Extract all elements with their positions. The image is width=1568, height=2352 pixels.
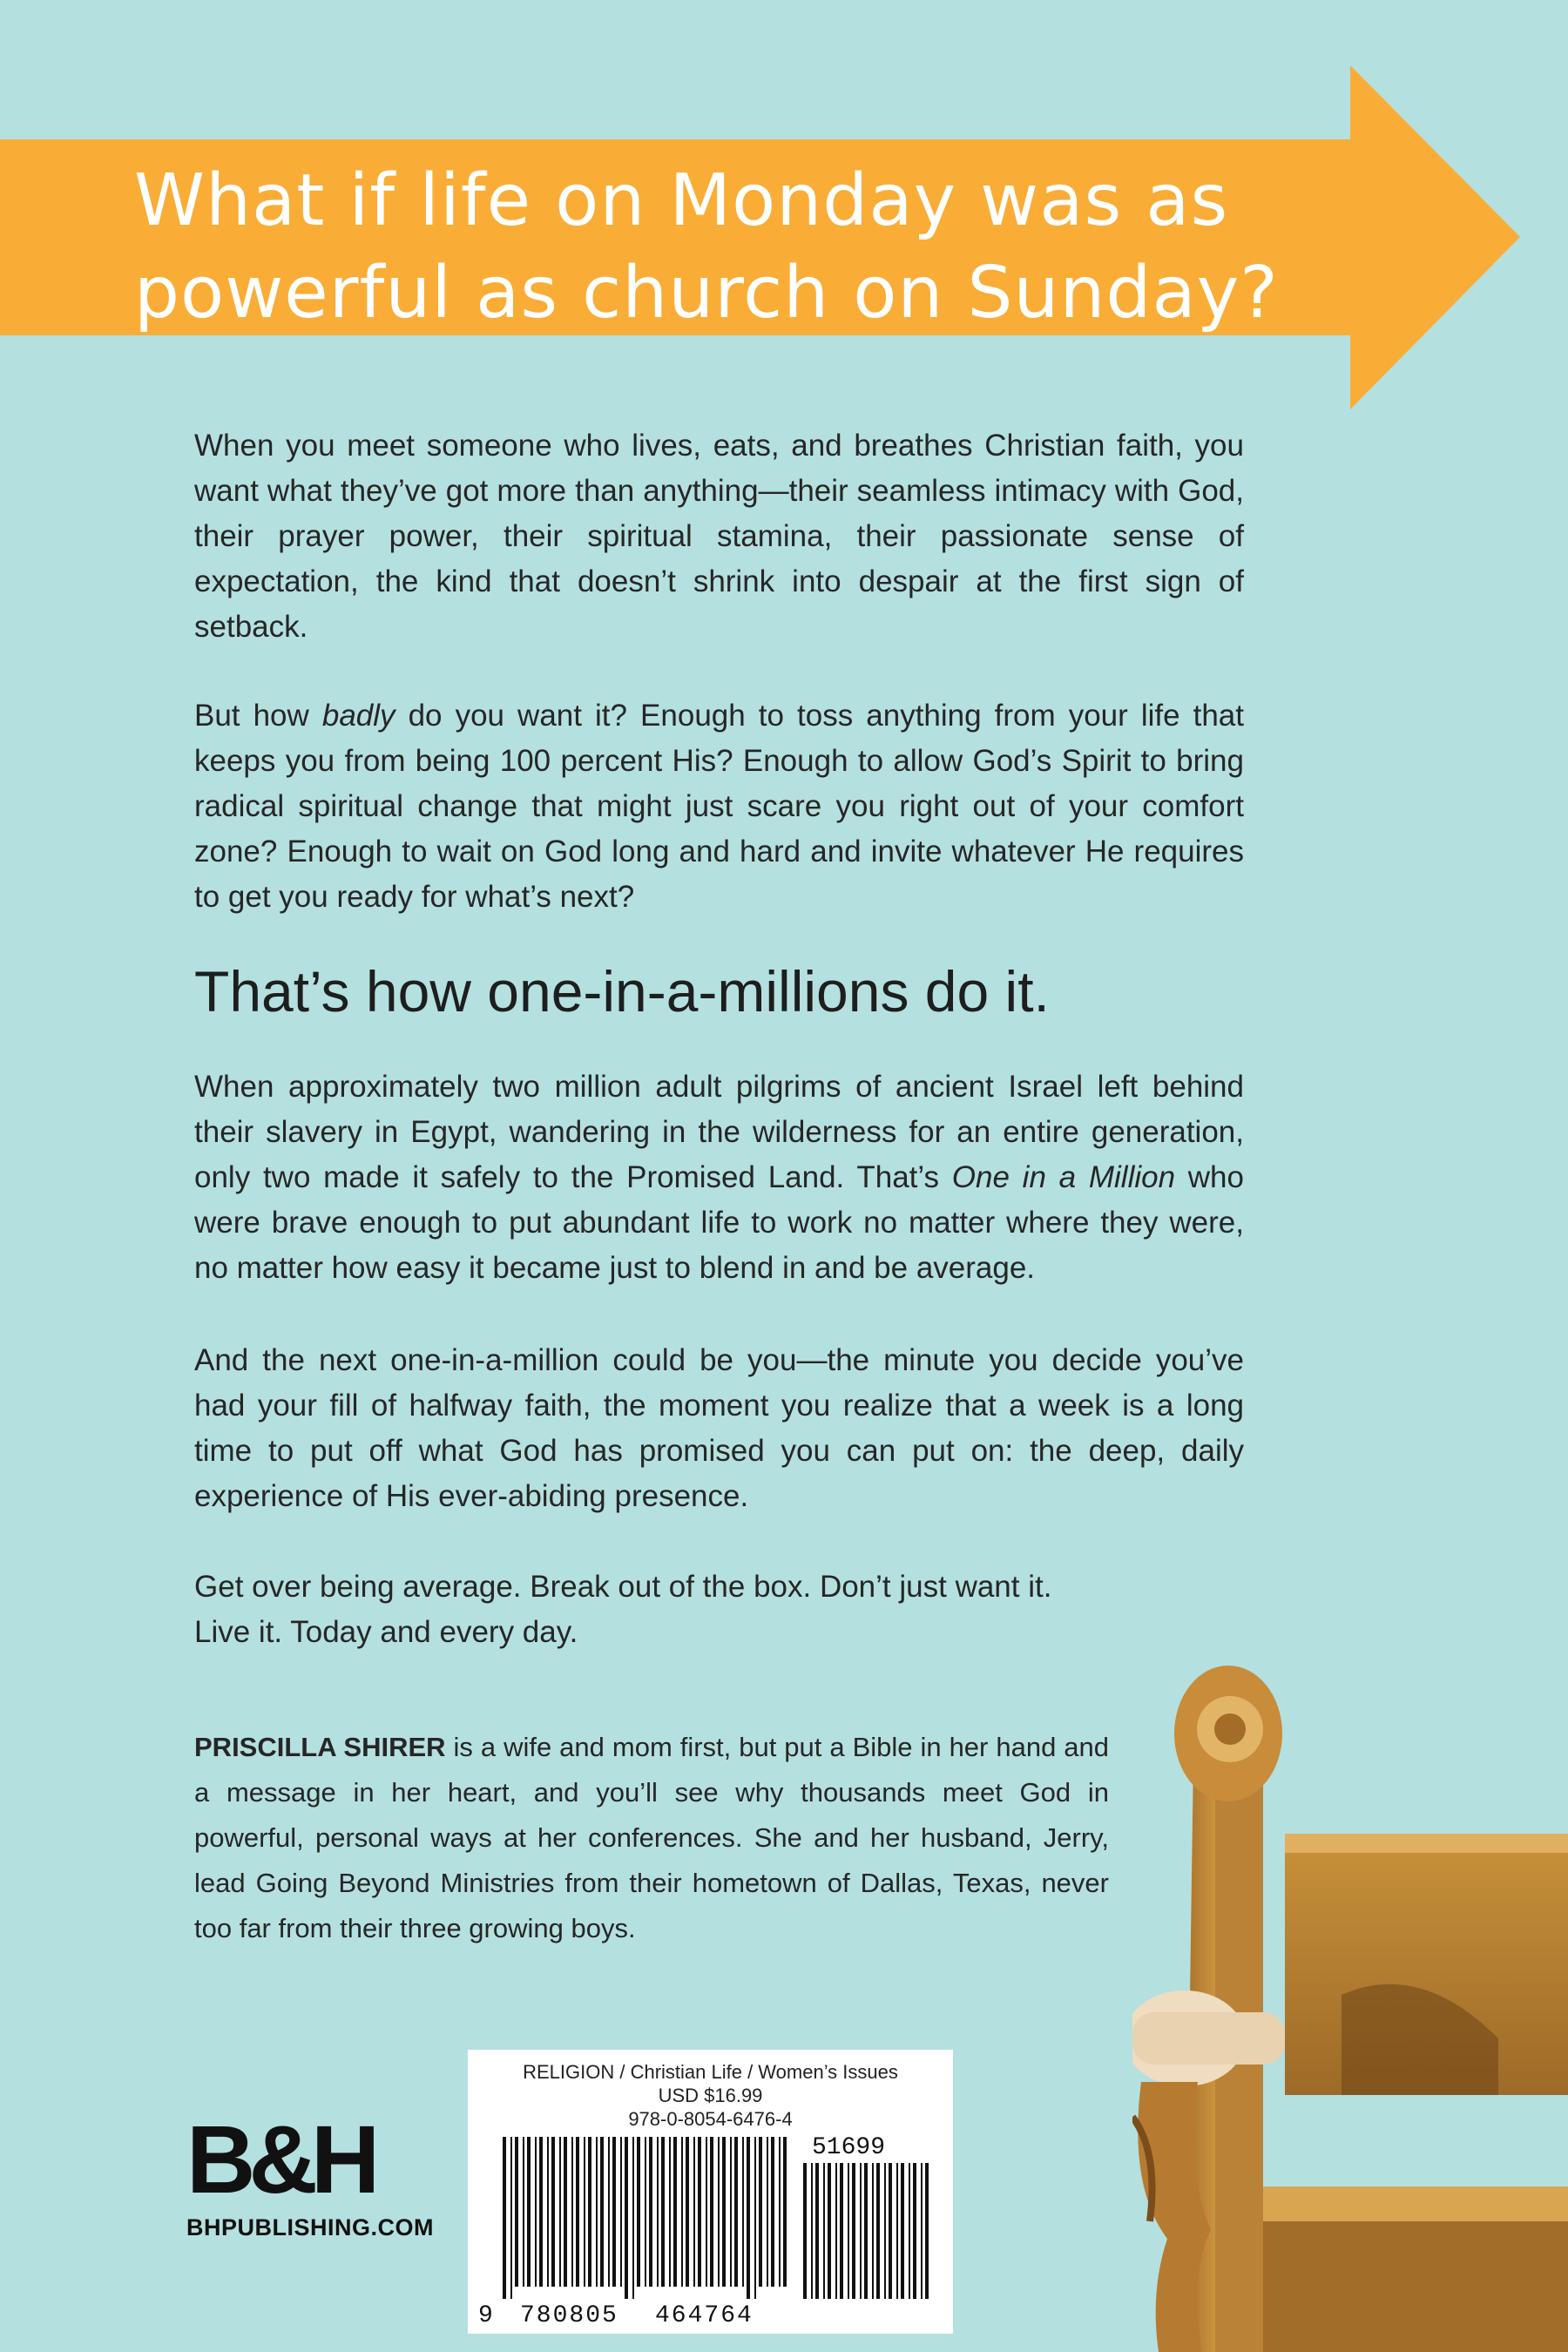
barcode-bar	[686, 2137, 689, 2287]
barcode-bar	[564, 2137, 567, 2287]
intro-paragraph: When you meet someone who lives, eats, and breathes Christian faith, you want what they’ve got more than anything—their seamless intimacy with God, their prayer power, their spiritual stamina, their passionate sense of expectation, the kind that doesn’t shrink into despair at the first sign of setback.	[194, 429, 1244, 644]
barcode-bar	[503, 2137, 506, 2299]
barcode-bar	[535, 2137, 537, 2287]
barcode-bar	[693, 2137, 695, 2287]
book-title-italic: One in a Million	[951, 1160, 1176, 1194]
headline: What if life on Monday was as powerful as church on Sunday?	[134, 159, 1279, 335]
author-bio: PRISCILLA SHIRER is a wife and mom first, but put a Bible in her hand and a message in her heart, and you’ll see why thousands meet God in powerful, personal ways at her conferences. She and her husband, Jerry, lead Going Beyond Ministries from their hometown of Dallas, Texas, never too far from their three growing boys.	[194, 1732, 1109, 1943]
barcode-bar	[649, 2137, 652, 2287]
barcode-bar	[722, 2137, 726, 2287]
publisher-url: BHPUBLISHING.COM	[186, 2214, 434, 2240]
barcode-bar	[909, 2163, 910, 2299]
barcode-bar	[632, 2137, 634, 2299]
barcode-bar	[523, 2137, 524, 2287]
barcode-bar	[840, 2163, 843, 2299]
barcode-bar	[547, 2137, 549, 2287]
barcode-bars-addon	[803, 2163, 929, 2299]
barcode-bar	[637, 2137, 640, 2287]
barcode-bar	[835, 2163, 837, 2299]
barcode-bar	[596, 2137, 598, 2287]
barcode-bar	[779, 2137, 781, 2287]
barcode-bar	[848, 2163, 849, 2299]
barcode-bar	[913, 2163, 916, 2299]
barcode-bar	[803, 2163, 807, 2299]
barcode-bar	[588, 2137, 591, 2287]
barcode-bar	[718, 2137, 720, 2287]
barcode-bar	[864, 2163, 868, 2299]
barcode-bar	[876, 2163, 880, 2299]
barcode-bar	[828, 2163, 831, 2299]
subhead: That’s how one-in-a-millions do it.	[194, 959, 1050, 1024]
barcode-bar	[551, 2137, 555, 2287]
barcode-bar	[884, 2163, 886, 2299]
barcode-digits-left: 780805	[520, 2302, 618, 2329]
barcode-bar	[823, 2163, 825, 2299]
barcode-bar	[681, 2137, 683, 2287]
barcode-bar	[734, 2137, 738, 2287]
author-name: PRISCILLA SHIRER	[194, 1732, 446, 1762]
barcode-bar	[645, 2137, 646, 2287]
barcode-bar	[783, 2137, 787, 2287]
israel-paragraph: When approximately two million adult pilgrims of ancient Israel left behind their slavery in Egypt, wandering in the wilderness for an entire generation, only two made it safely to the Promised Land. That’s One in a Million who were brave enough to put abundant life to work no matter where they were, no matter how easy it became just to blend in and be average.	[194, 1070, 1244, 1285]
barcode-bars-main	[503, 2137, 787, 2299]
barcode-bar	[896, 2163, 898, 2299]
barcode-bar	[710, 2137, 713, 2287]
isbn-barcode	[468, 2050, 953, 2334]
question-paragraph: But how badly do you want it? Enough to toss anything from your life that keeps you from being 100 percent His? Enough to allow God’s Spirit to bring radical spiritual change that might just scare you right out of your comfort zone? Enough to wait on God long and hard and invite whatever He requires to get you ready for what’s next?	[194, 699, 1244, 914]
emphasis-badly: badly	[321, 699, 395, 733]
barcode-bar	[730, 2137, 732, 2287]
barcode-bar	[872, 2163, 874, 2299]
barcode-bar	[706, 2137, 707, 2287]
barcode-bar	[852, 2163, 855, 2299]
church-pew-image	[1132, 1629, 1568, 2352]
publisher-logo: B&H	[186, 2106, 374, 2213]
price-code-digits: 51699	[812, 2134, 886, 2161]
barcode-label	[468, 2050, 953, 2334]
barcode-bar	[608, 2137, 610, 2287]
barcode-bar	[539, 2137, 543, 2287]
barcode-bar	[767, 2137, 768, 2287]
call-to-action: Get over being average. Break out of the box. Don’t just want it. Live it. Today and every day.	[194, 1570, 1052, 1649]
barcode-bar	[571, 2137, 573, 2287]
isbn-number: 978-0-8054-6476-4	[628, 2108, 793, 2130]
barcode-bar	[811, 2163, 813, 2299]
bisac-category: RELIGION / Christian Life / Women’s Issues	[523, 2061, 898, 2083]
barcode-bar	[527, 2137, 531, 2287]
barcode-bar	[515, 2137, 518, 2287]
barcode-bar	[698, 2137, 701, 2287]
barcode-bar	[815, 2163, 819, 2299]
barcode-digits-right: 464764	[655, 2302, 754, 2329]
barcode-digit-first: 9	[478, 2302, 493, 2329]
barcode-bar	[925, 2163, 929, 2299]
barcode-bar	[921, 2163, 923, 2299]
barcode-bar	[754, 2137, 756, 2299]
barcode-bar	[747, 2137, 750, 2299]
barcode-bar	[510, 2137, 512, 2299]
barcode-bar	[673, 2137, 677, 2287]
barcode-bar	[612, 2137, 616, 2287]
barcode-bar	[742, 2137, 744, 2287]
barcode-bar	[901, 2163, 904, 2299]
barcode-bar	[657, 2137, 659, 2287]
barcode-bar	[771, 2137, 774, 2287]
barcode-bar	[576, 2137, 579, 2287]
barcode-bar	[669, 2137, 671, 2287]
barcode-bar	[889, 2163, 892, 2299]
barcode-bar	[661, 2137, 665, 2287]
price-label: USD $16.99	[658, 2085, 763, 2106]
barcode-bar	[759, 2137, 762, 2287]
barcode-bar	[584, 2137, 585, 2287]
barcode-bar	[860, 2163, 862, 2299]
barcode-bar	[625, 2137, 628, 2299]
barcode-bar	[559, 2137, 561, 2287]
next-paragraph: And the next one-in-a-million could be you—the minute you decide you’ve had your fill of halfway faith, the moment you realize that a week is a long time to put off what God has promised you can put on: the deep, daily experience of His ever-abiding presence.	[194, 1343, 1244, 1513]
barcode-bar	[600, 2137, 604, 2287]
barcode-bar	[620, 2137, 622, 2287]
